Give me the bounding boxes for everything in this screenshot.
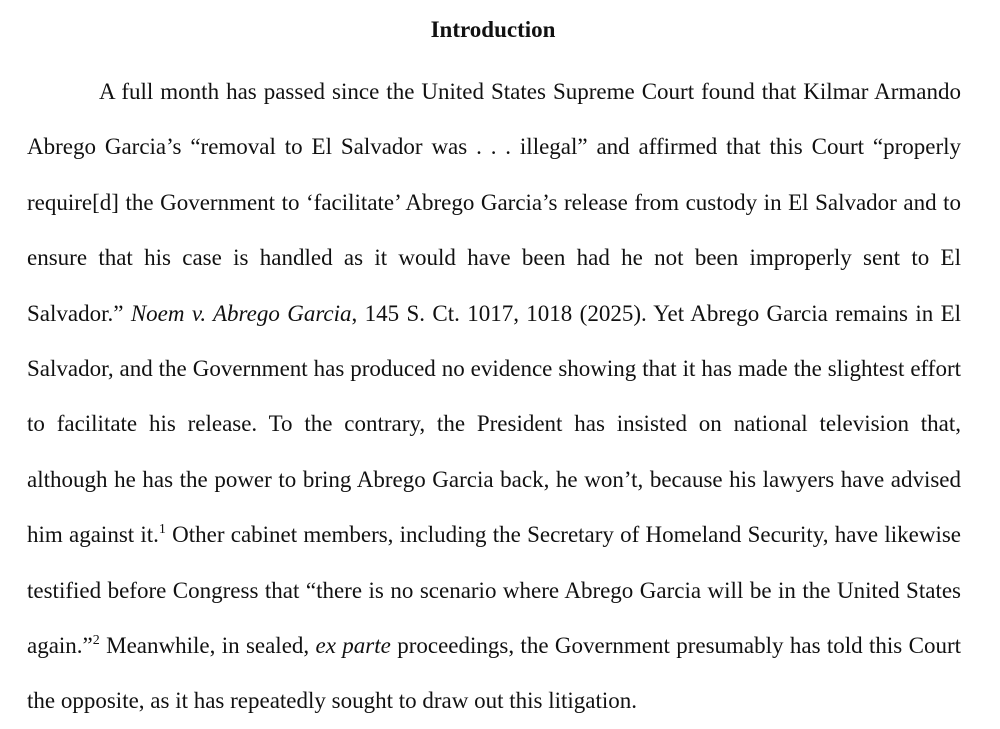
paragraph-text-part-5: proceedings, the Government presumably has told this Court the opposite, as it has repeatedly sought to draw out this litigation. bbox=[27, 633, 961, 714]
paragraph-text-part-3: Other cabinet members, including the Secretary of Homeland Security, have likewise testified before Congress that “there is no scenario where Abrego Garcia will be in the United States again.” bbox=[27, 522, 961, 659]
paragraph-text-part-4: Meanwhile, in sealed, bbox=[99, 633, 316, 659]
footnote-ref-2[interactable]: 2 bbox=[92, 633, 100, 649]
paragraph-text-part-1: A full month has passed since the United States Supreme Court found that Kilmar Armando Abrego Garcia’s “removal to El Salvador was . . . illegal” and affirmed that this Court “properly require[d] the Government to ‘facilitate’ Abrego Garcia’s release from custody in El Salvador and to ensure that his case is handled as it would have been had he not been improperly sent to El Salvador.” bbox=[27, 79, 961, 326]
section-heading: Introduction bbox=[430, 17, 556, 42]
paragraph-text-part-2: , 145 S. Ct. 1017, 1018 (2025). Yet Abrego Garcia remains in El Salvador, and the Government has produced no evidence showing that it has made the slightest effort to facilitate his release. To the contrary, the President has insisted on national television that, although he has the power to bring Abrego Garcia back, he won’t, because his lawyers have advised him against it. bbox=[27, 300, 962, 548]
case-citation-name: Noem v. Abrego Garcia bbox=[130, 300, 352, 326]
footnote-ref-1[interactable]: 1 bbox=[158, 522, 166, 538]
ex-parte-term: ex parte bbox=[315, 633, 391, 659]
introduction-paragraph bbox=[27, 64, 961, 729]
